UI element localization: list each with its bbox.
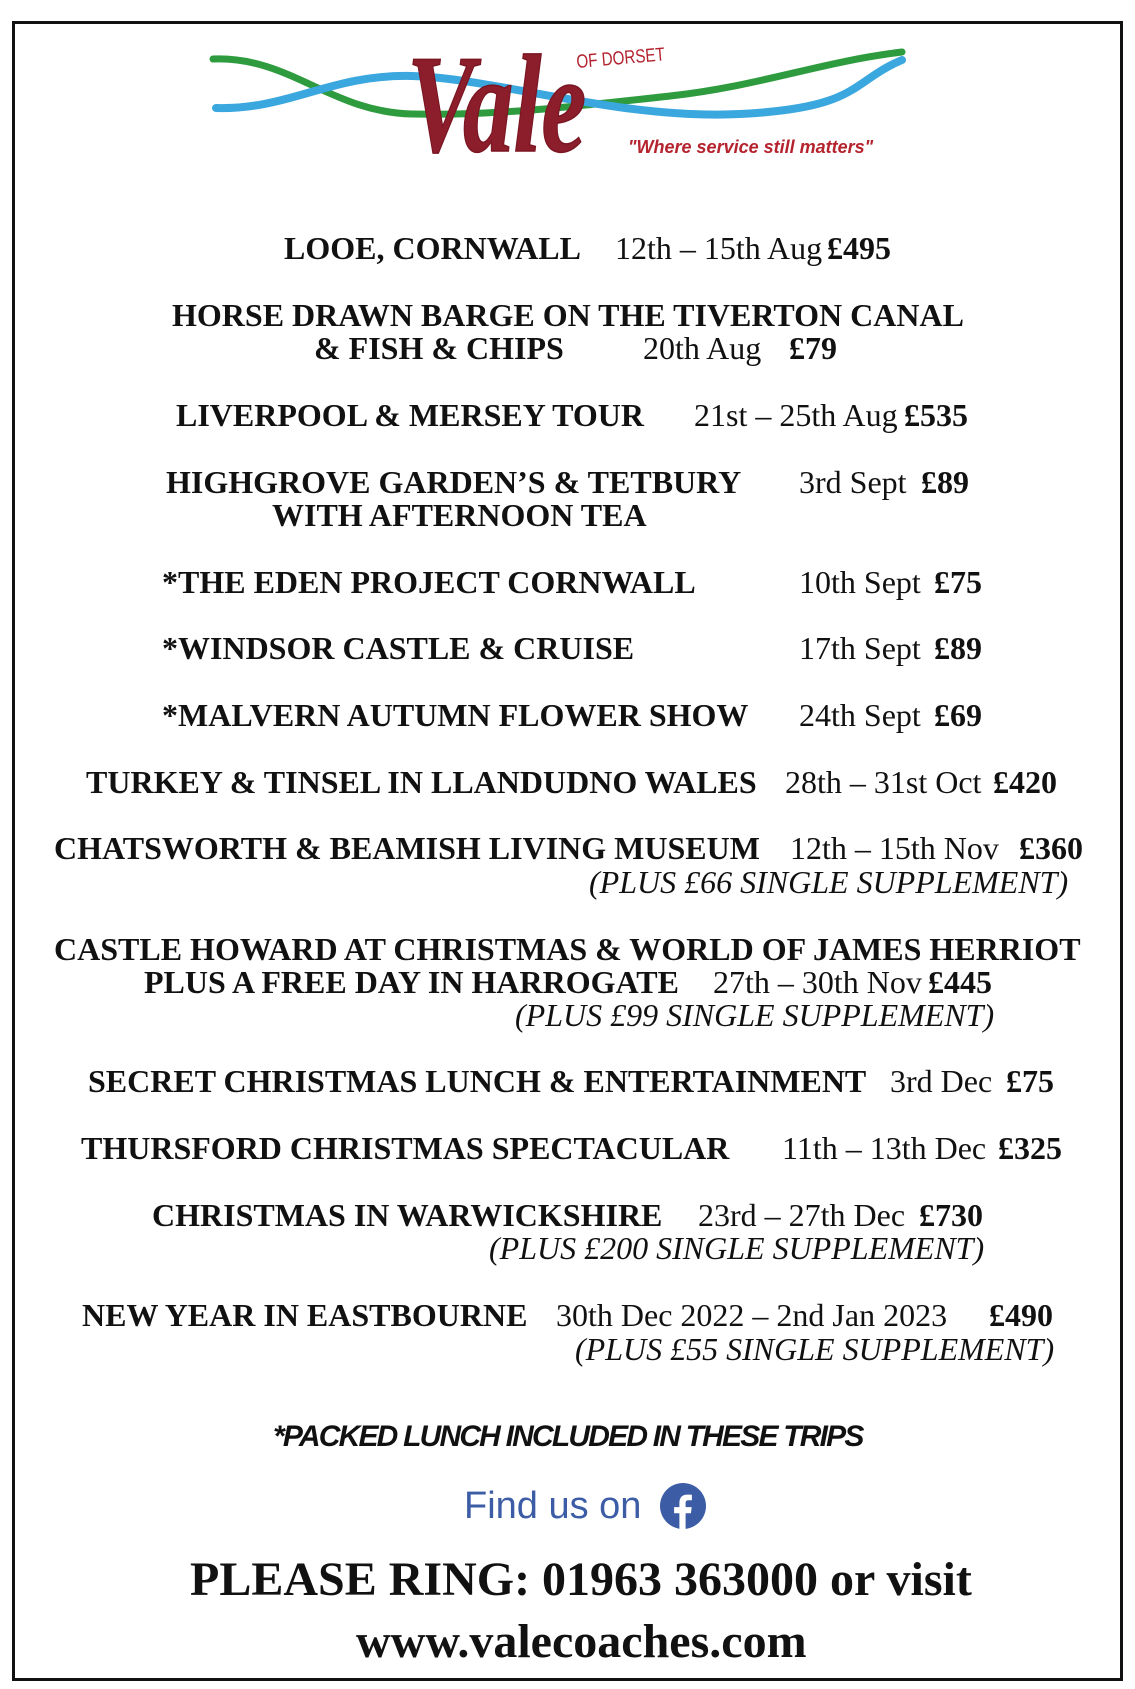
trip-price: £75 bbox=[934, 564, 982, 600]
trip-row bbox=[0, 764, 1135, 800]
trip-title: CASTLE HOWARD AT CHRISTMAS & WORLD OF JAMES HERRIOT bbox=[54, 931, 1081, 967]
trip-dates: 23rd – 27th Dec bbox=[698, 1197, 906, 1233]
trip-row bbox=[0, 230, 1135, 266]
trip-dates: 20th Aug bbox=[643, 330, 762, 366]
trip-row bbox=[0, 964, 1135, 1000]
trip-row bbox=[0, 330, 1135, 366]
trip-title: SECRET CHRISTMAS LUNCH & ENTERTAINMENT bbox=[88, 1063, 867, 1099]
trip-price: £360 bbox=[1019, 830, 1083, 866]
trip-title: TURKEY & TINSEL IN LLANDUDNO WALES bbox=[86, 764, 757, 800]
trip-title-continued: PLUS A FREE DAY IN HARROGATE bbox=[144, 964, 679, 1000]
trip-title-continued: WITH AFTERNOON TEA bbox=[272, 497, 647, 533]
trip-price: £75 bbox=[1006, 1063, 1054, 1099]
trip-row bbox=[0, 830, 1135, 866]
trip-dates: 21st – 25th Aug bbox=[694, 397, 898, 433]
trip-title: CHATSWORTH & BEAMISH LIVING MUSEUM bbox=[54, 830, 760, 866]
trip-row bbox=[0, 630, 1135, 666]
trip-price: £535 bbox=[904, 397, 968, 433]
trip-row bbox=[0, 997, 1135, 1033]
trip-price: £730 bbox=[919, 1197, 983, 1233]
trip-row bbox=[0, 931, 1135, 967]
single-supplement-note: (PLUS £99 SINGLE SUPPLEMENT) bbox=[515, 997, 995, 1033]
trip-row bbox=[0, 1063, 1135, 1099]
trip-dates: 27th – 30th Nov bbox=[713, 964, 922, 1000]
phone-line: PLEASE RING: 01963 363000 or visit bbox=[190, 1553, 972, 1606]
trip-title: CHRISTMAS IN WARWICKSHIRE bbox=[152, 1197, 663, 1233]
trip-price: £79 bbox=[789, 330, 837, 366]
logo-wordmark: Vale bbox=[407, 40, 587, 165]
trip-title: THURSFORD CHRISTMAS SPECTACULAR bbox=[81, 1130, 730, 1166]
vale-logo bbox=[200, 40, 920, 165]
trip-dates: 12th – 15th Nov bbox=[790, 830, 999, 866]
trip-row bbox=[0, 497, 1135, 533]
trip-title-continued: & FISH & CHIPS bbox=[314, 330, 564, 366]
trip-title: LIVERPOOL & MERSEY TOUR bbox=[176, 397, 644, 433]
trip-title: HIGHGROVE GARDEN’S & TETBURY bbox=[166, 464, 742, 500]
trip-price: £445 bbox=[928, 964, 992, 1000]
trip-row bbox=[0, 697, 1135, 733]
trip-dates: 17th Sept bbox=[799, 630, 921, 666]
trip-price: £420 bbox=[993, 764, 1057, 800]
trip-dates: 24th Sept bbox=[799, 697, 921, 733]
trip-dates: 11th – 13th Dec bbox=[782, 1130, 987, 1166]
trip-price: £325 bbox=[998, 1130, 1062, 1166]
trip-title: *WINDSOR CASTLE & CRUISE bbox=[162, 630, 635, 666]
trip-row bbox=[0, 397, 1135, 433]
trip-row bbox=[0, 297, 1135, 333]
facebook-icon bbox=[660, 1483, 706, 1529]
trip-dates: 30th Dec 2022 – 2nd Jan 2023 bbox=[556, 1297, 948, 1333]
trip-row bbox=[0, 1297, 1135, 1333]
logo-tagline: "Where service still matters" bbox=[628, 137, 874, 157]
trip-row bbox=[0, 1197, 1135, 1233]
trip-dates: 12th – 15th Aug bbox=[615, 230, 823, 266]
website-url: www.valecoaches.com bbox=[356, 1615, 807, 1668]
logo-subname: OF DORSET bbox=[575, 42, 666, 73]
trip-row bbox=[0, 864, 1135, 900]
packed-lunch-footnote: *PACKED LUNCH INCLUDED IN THESE TRIPS bbox=[273, 1420, 863, 1453]
trip-row bbox=[0, 1130, 1135, 1166]
trip-dates: 10th Sept bbox=[799, 564, 921, 600]
trip-price: £490 bbox=[989, 1297, 1053, 1333]
trip-row bbox=[0, 464, 1135, 500]
single-supplement-note: (PLUS £55 SINGLE SUPPLEMENT) bbox=[575, 1331, 1055, 1367]
trip-dates: 3rd Sept bbox=[799, 464, 907, 500]
trip-dates: 28th – 31st Oct bbox=[785, 764, 982, 800]
find-us-label: Find us on bbox=[464, 1485, 642, 1527]
trip-price: £495 bbox=[827, 230, 891, 266]
trip-title: *MALVERN AUTUMN FLOWER SHOW bbox=[162, 697, 749, 733]
trip-row bbox=[0, 1331, 1135, 1367]
trip-title: LOOE, CORNWALL bbox=[284, 230, 581, 266]
trip-price: £69 bbox=[934, 697, 982, 733]
trip-title: HORSE DRAWN BARGE ON THE TIVERTON CANAL bbox=[172, 297, 964, 333]
trip-price: £89 bbox=[921, 464, 969, 500]
single-supplement-note: (PLUS £200 SINGLE SUPPLEMENT) bbox=[489, 1230, 985, 1266]
trip-dates: 3rd Dec bbox=[890, 1063, 993, 1099]
trip-price: £89 bbox=[934, 630, 982, 666]
trip-row bbox=[0, 564, 1135, 600]
trip-title: NEW YEAR IN EASTBOURNE bbox=[82, 1297, 528, 1333]
trip-title: *THE EDEN PROJECT CORNWALL bbox=[162, 564, 696, 600]
single-supplement-note: (PLUS £66 SINGLE SUPPLEMENT) bbox=[589, 864, 1069, 900]
trip-row bbox=[0, 1230, 1135, 1266]
